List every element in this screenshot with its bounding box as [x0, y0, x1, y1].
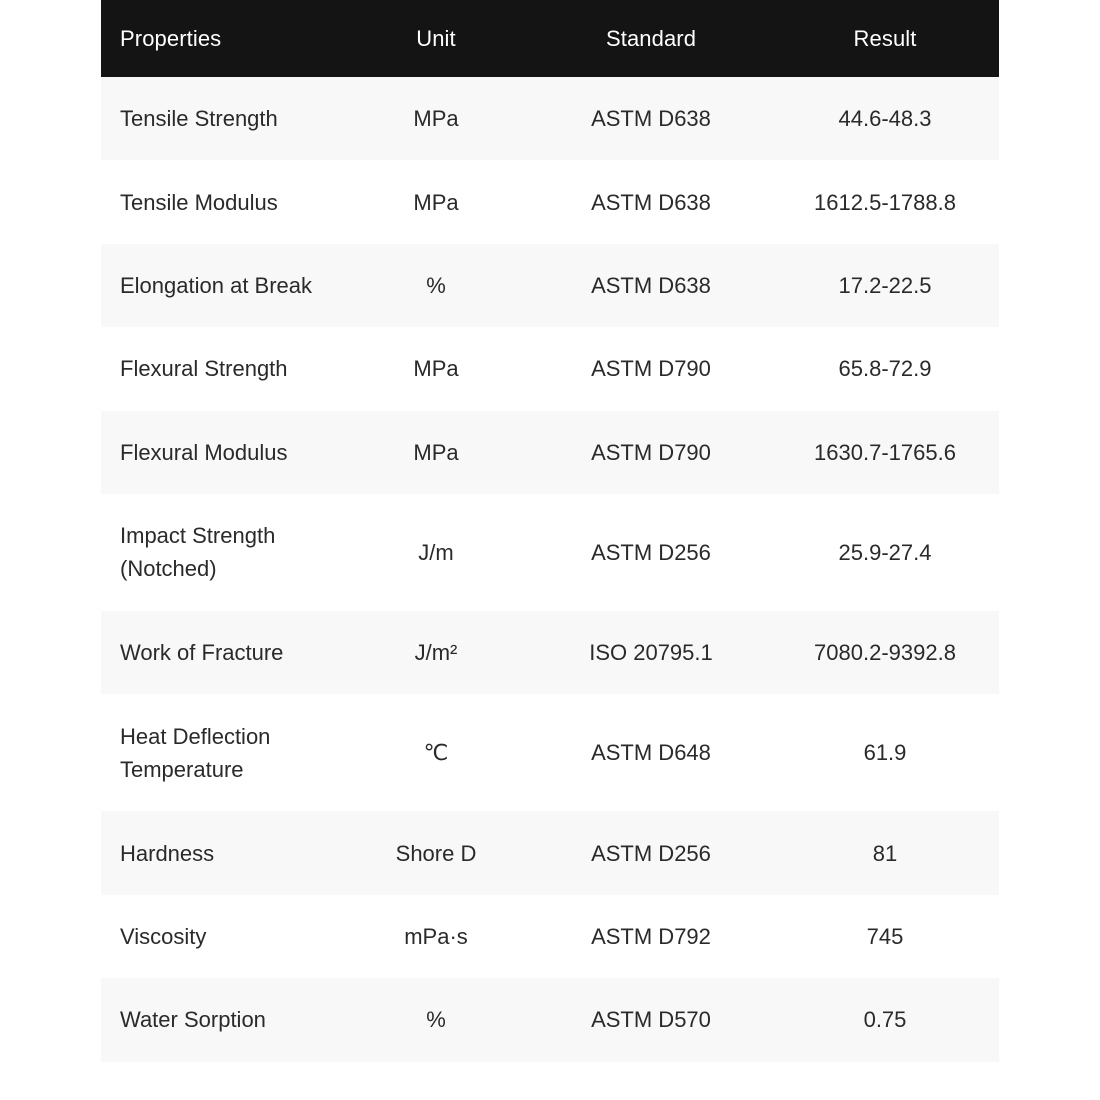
cell-property: Viscosity [120, 923, 207, 949]
cell-property: Elongation at Break [120, 272, 313, 298]
table-row [101, 494, 999, 611]
cell-result: 65.8-72.9 [838, 356, 932, 382]
cell-result: 1630.7-1765.6 [814, 439, 956, 465]
cell-unit: J/m [418, 539, 454, 565]
cell-result: 17.2-22.5 [838, 272, 932, 298]
table-row [101, 611, 999, 694]
cell-standard: ASTM D570 [591, 1007, 711, 1033]
table-row [101, 411, 999, 494]
cell-property: Water Sorption [120, 1007, 266, 1033]
header-standard: Standard [605, 25, 697, 51]
header-properties: Properties [120, 25, 222, 51]
cell-unit: MPa [413, 189, 459, 215]
table-row [101, 160, 999, 243]
table-row [101, 978, 999, 1061]
cell-property: Impact Strength (Notched) [120, 523, 276, 582]
cell-result: 61.9 [863, 740, 907, 766]
table-header [101, 0, 999, 77]
cell-property: Flexural Strength [120, 356, 288, 382]
cell-unit: mPa·s [404, 923, 468, 949]
cell-property: Hardness [120, 840, 215, 866]
cell-standard: ASTM D790 [591, 439, 711, 465]
header-row [101, 0, 999, 77]
table-row [101, 77, 999, 160]
cell-unit: MPa [413, 439, 459, 465]
header-unit: Unit [416, 25, 456, 51]
properties-table-container [101, 0, 999, 1062]
cell-standard: ASTM D638 [591, 189, 711, 215]
cell-standard: ASTM D256 [591, 840, 711, 866]
cell-property: Heat Deflection Temperature [120, 723, 271, 782]
cell-result: 7080.2-9392.8 [814, 640, 956, 666]
cell-result: 0.75 [863, 1007, 907, 1033]
cell-result: 44.6-48.3 [838, 106, 932, 132]
cell-result: 1612.5-1788.8 [814, 189, 956, 215]
cell-property: Tensile Strength [120, 106, 278, 132]
cell-standard: ASTM D790 [591, 356, 711, 382]
cell-unit: MPa [413, 356, 459, 382]
table-row [101, 811, 999, 894]
properties-table [101, 0, 999, 1062]
table-row [101, 327, 999, 410]
cell-property: Work of Fracture [120, 640, 284, 666]
cell-unit: Shore D [395, 840, 477, 866]
cell-unit: ℃ [423, 740, 449, 766]
cell-unit: % [426, 1007, 446, 1033]
cell-property: Tensile Modulus [120, 189, 278, 215]
cell-unit: MPa [413, 106, 459, 132]
table-row [101, 244, 999, 327]
cell-standard: ASTM D638 [591, 106, 711, 132]
table-row [101, 694, 999, 811]
cell-unit: % [426, 272, 446, 298]
table-row [101, 895, 999, 978]
cell-standard: ASTM D638 [591, 272, 711, 298]
cell-standard: ASTM D648 [591, 740, 711, 766]
cell-standard: ISO 20795.1 [589, 640, 713, 666]
cell-standard: ASTM D256 [591, 539, 711, 565]
table-body [101, 77, 999, 1062]
cell-unit: J/m² [414, 640, 458, 666]
cell-result: 81 [872, 840, 898, 866]
cell-result: 745 [866, 923, 904, 949]
cell-property: Flexural Modulus [120, 439, 288, 465]
header-result: Result [853, 25, 917, 51]
cell-result: 25.9-27.4 [838, 539, 932, 565]
cell-standard: ASTM D792 [591, 923, 711, 949]
